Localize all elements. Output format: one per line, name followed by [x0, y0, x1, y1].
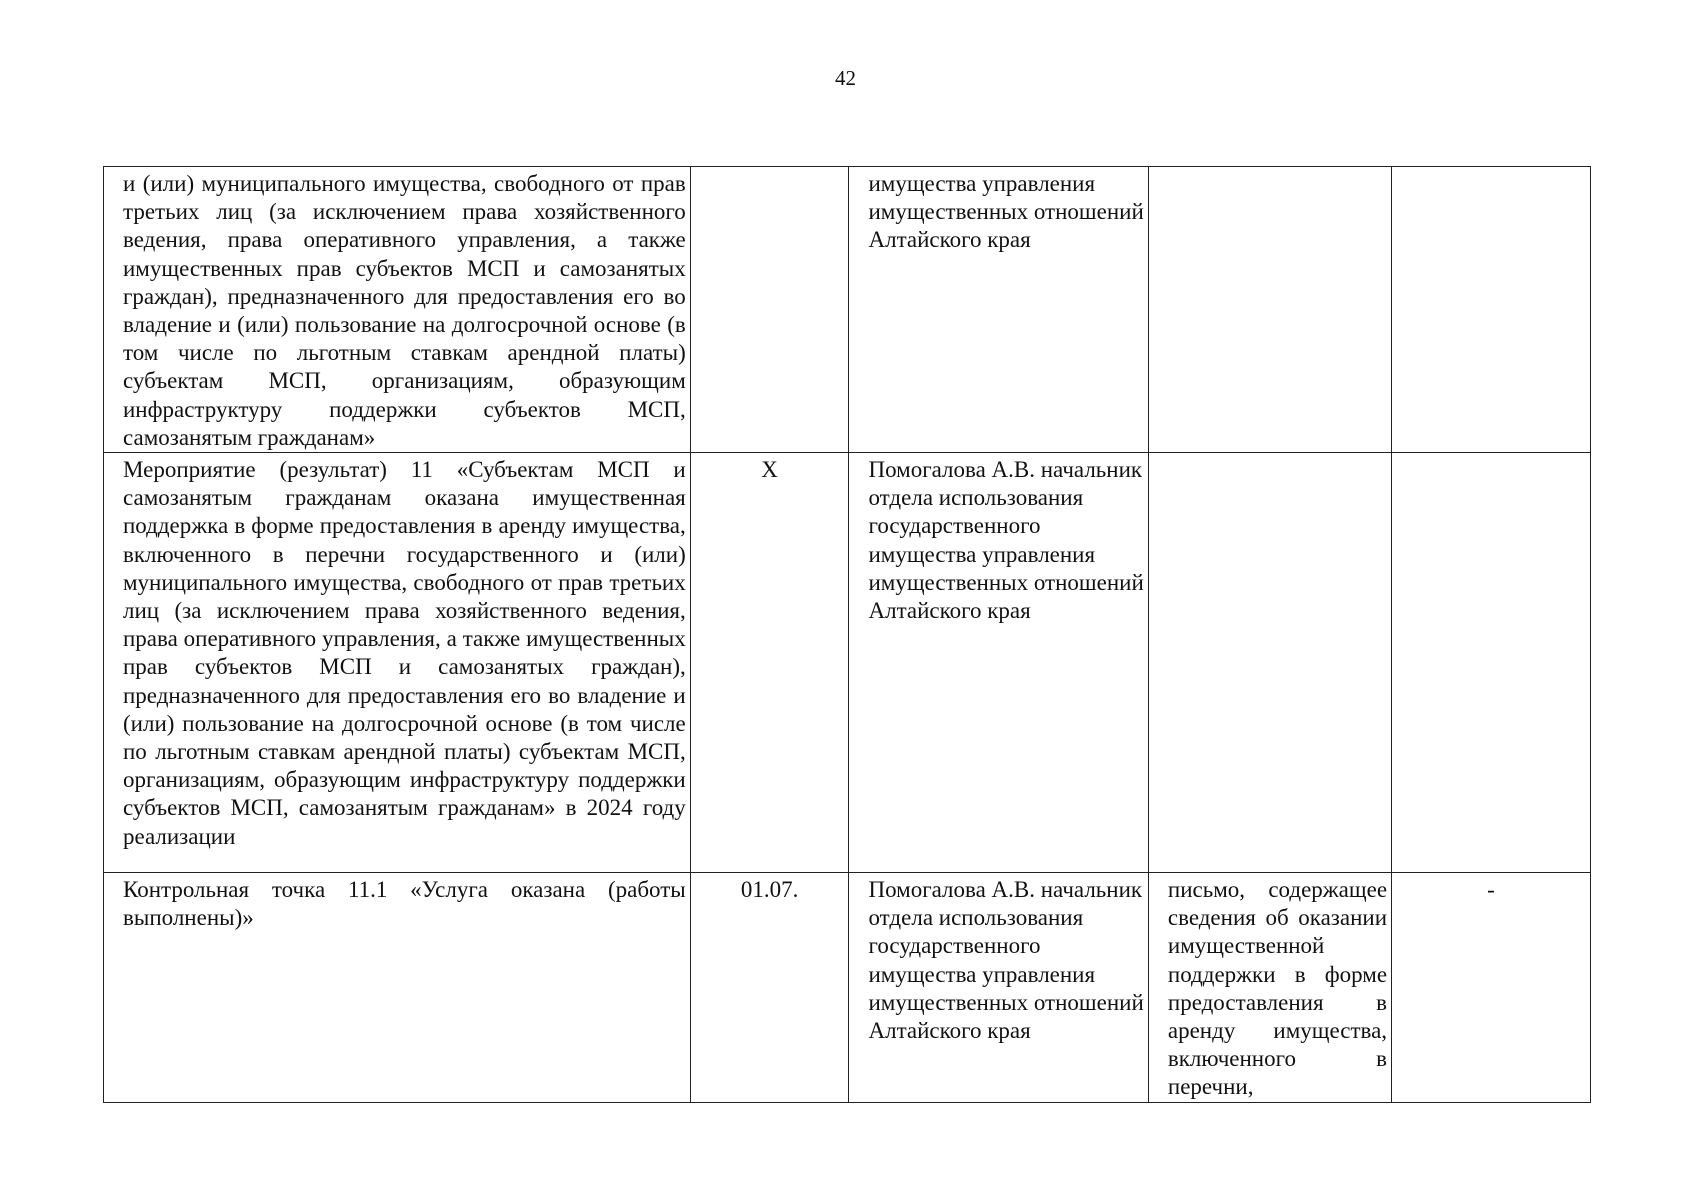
cell-description: Контрольная точка 11.1 «Услуга оказана (работы выполнены)» [104, 873, 691, 1103]
cell-date [690, 167, 849, 453]
table-row [104, 873, 1591, 1103]
cell-responsible: Помогалова А.В. начальник отдела использования государственного имущества управления имущественных отношений Алтайского края [849, 873, 1148, 1103]
cell-description: Мероприятие (результат) 11 «Субъектам МСП и самозанятым гражданам оказана имущественная поддержка в форме предоставления в аренду имущества, включенного в перечни государственного и (или) муниципального имущества, свободного от прав третьих лиц (за исключением права хозяйственного ведения, права оперативного управления, а также имущественных прав субъектов МСП и самозанятых граждан), предназначенного для предоставления его во владение и (или) пользование на долгосрочной основе (в том числе по льготным ставкам арендной платы) субъектам МСП, организациям, образующим инфраструктуру поддержки субъектов МСП, самозанятым гражданам» в 2024 году реализации [104, 453, 691, 873]
table-row [104, 453, 1591, 873]
cell-extra [1392, 167, 1591, 453]
cell-extra [1392, 453, 1591, 873]
cell-date: X [690, 453, 849, 873]
plan-table [103, 166, 1591, 1103]
cell-document: письмо, содержащее сведения об оказании имущественной поддержки в форме предоставления в аренду имущества, включенного в перечни, [1148, 873, 1391, 1103]
table-row [104, 167, 1591, 453]
cell-extra: - [1392, 873, 1591, 1103]
page-number: 42 [835, 66, 856, 90]
cell-responsible: имущества управления имущественных отношений Алтайского края [849, 167, 1148, 453]
cell-document [1148, 167, 1391, 453]
cell-date: 01.07. [690, 873, 849, 1103]
cell-responsible: Помогалова А.В. начальник отдела использования государственного имущества управления имущественных отношений Алтайского края [849, 453, 1148, 873]
cell-description: и (или) муниципального имущества, свободного от прав третьих лиц (за исключением права хозяйственного ведения, права оперативного управления, а также имущественных прав субъектов МСП и самозанятых граждан), предназначенного для предоставления его во владение и (или) пользование на долгосрочной основе (в том числе по льготным ставкам арендной платы) субъектам МСП, организациям, образующим инфраструктуру поддержки субъектов МСП, самозанятым гражданам» [104, 167, 691, 453]
cell-document [1148, 453, 1391, 873]
